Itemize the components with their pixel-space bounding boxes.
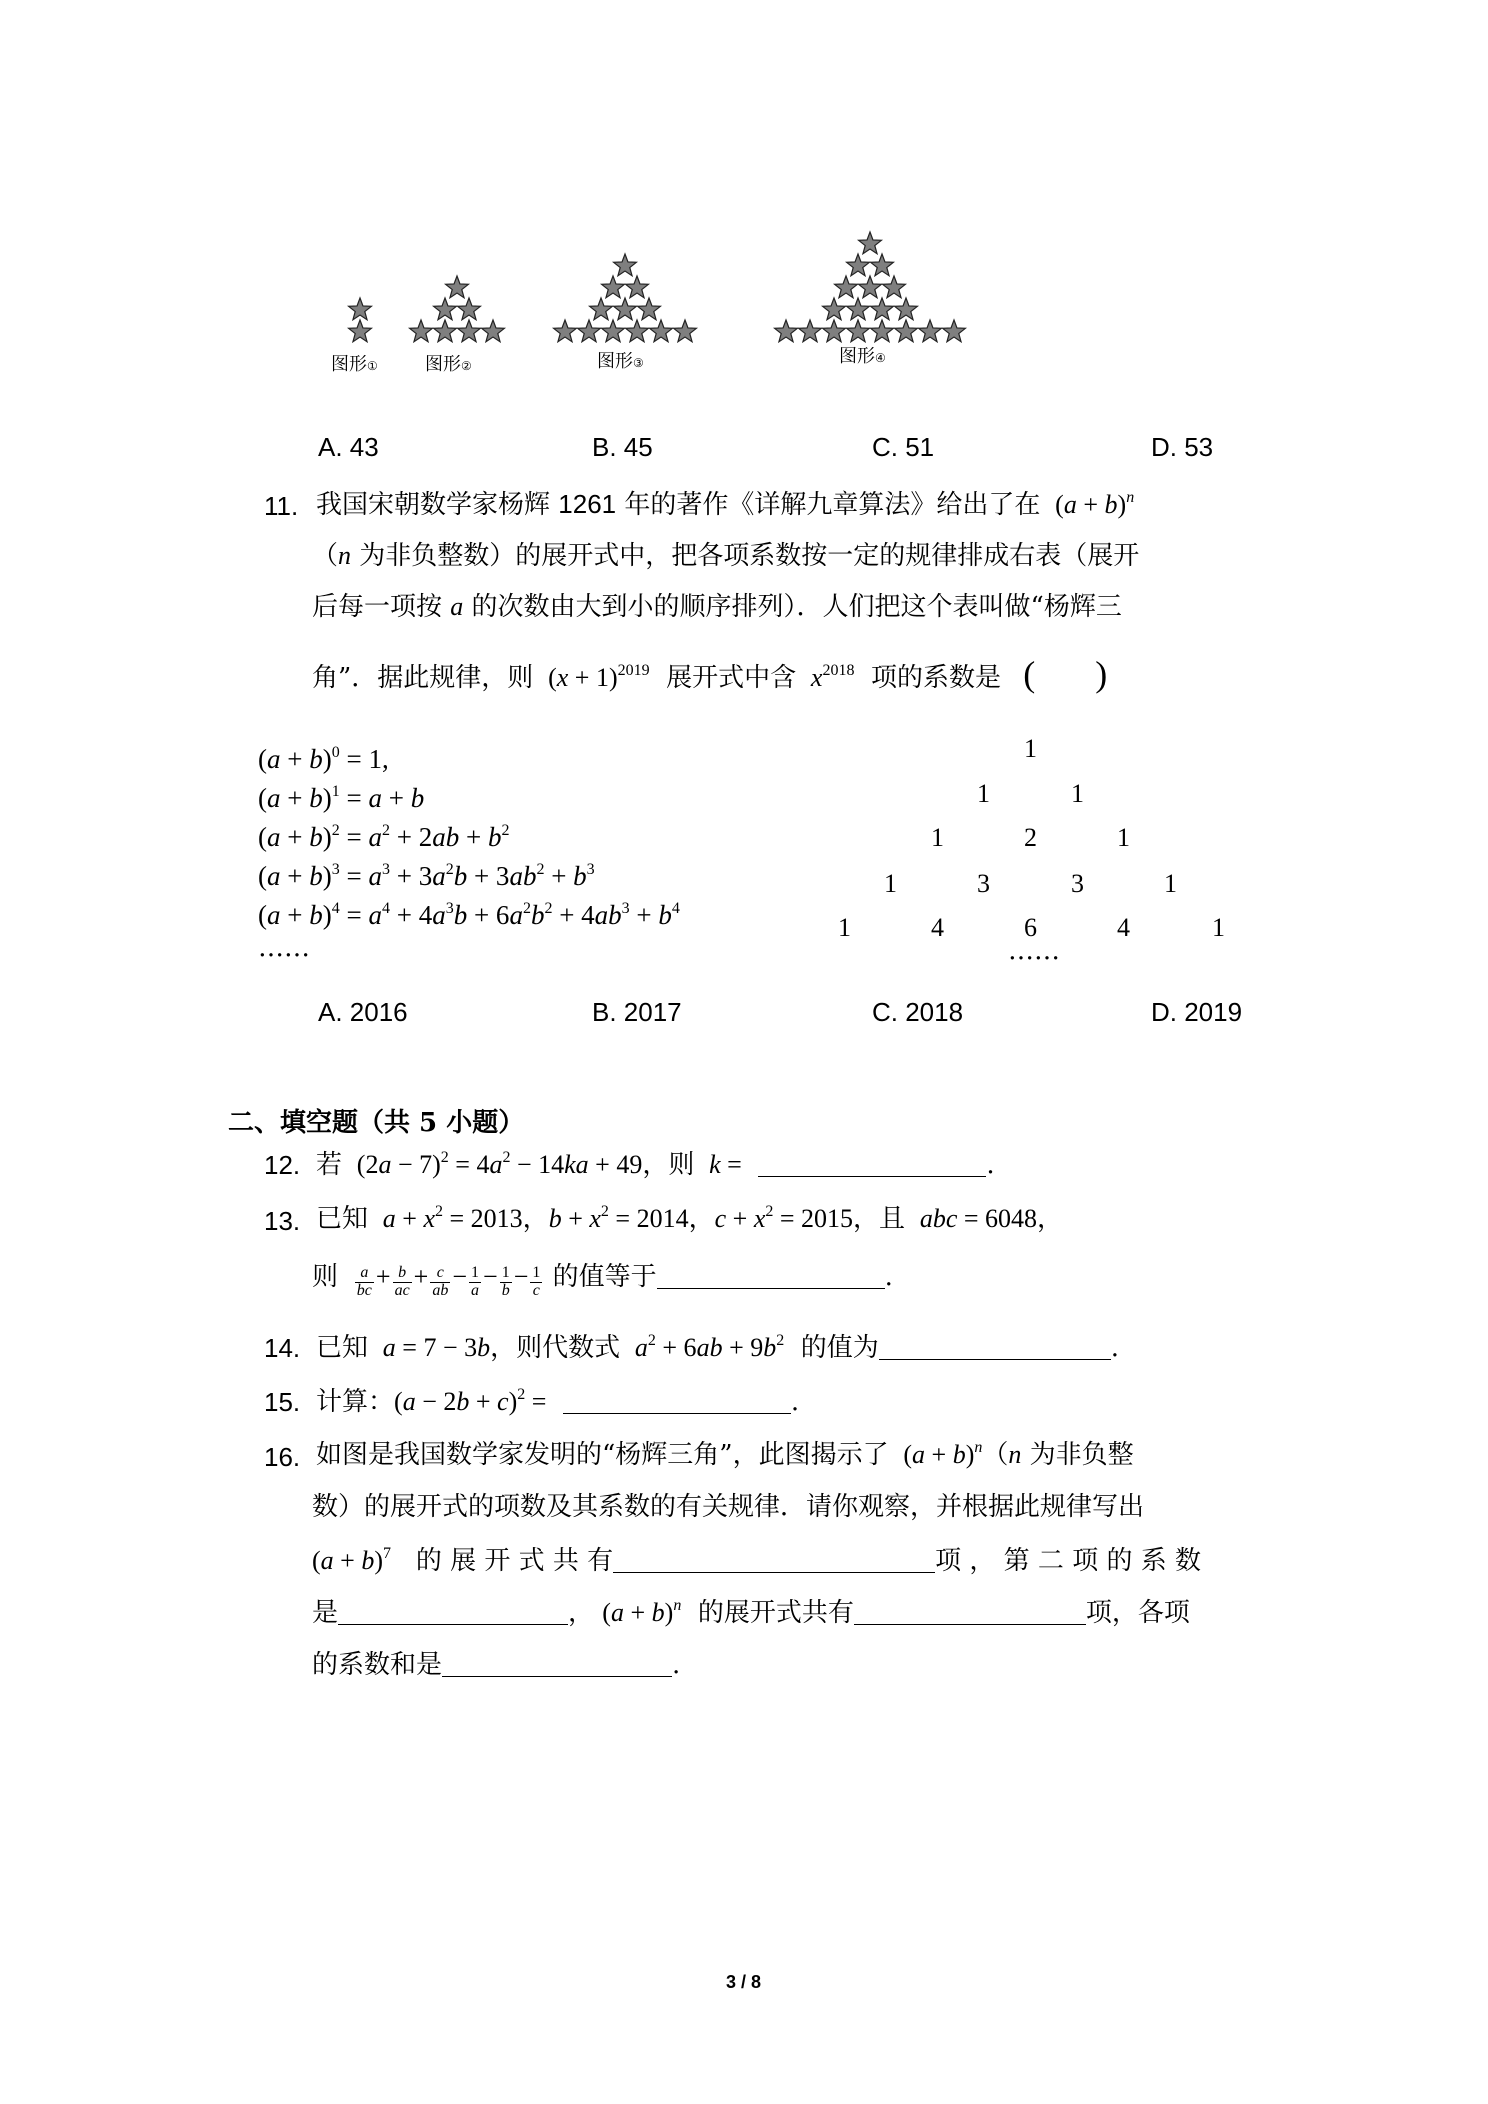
star-icon: [638, 298, 661, 320]
expansion-2: $(a + b)^2 = a^2 + 2ab + b^2$: [258, 822, 510, 852]
star-icon: [895, 320, 918, 342]
figure-label-4: 图形④: [839, 346, 886, 367]
q10-option-a: A. 43: [318, 432, 379, 462]
star-icon: [602, 320, 625, 342]
star-icon: [614, 298, 637, 320]
star-icon: [434, 298, 457, 320]
figure-label-3: 图形③: [597, 351, 644, 372]
star-icon: [650, 320, 673, 342]
q10-option-c: C. 51: [872, 432, 935, 462]
pascal-r3-c0: 1: [884, 869, 897, 898]
q16-answer-blank-2[interactable]: [338, 1598, 568, 1625]
q11-option-a: A. 2016: [318, 997, 408, 1027]
q15-line: 计算：$(a - 2b + c)^2$ = .: [316, 1386, 800, 1417]
star-icon: [626, 276, 649, 298]
pascal-r2-c0: 1: [931, 823, 944, 852]
star-icon: [871, 254, 894, 276]
star-icon: [446, 276, 469, 298]
q11-line-4: 角”．据此规律，则 $(x + 1)^{2019}$ 展开式中含 $x^{2018}$ 项的系数是 ( ): [312, 654, 1108, 694]
pascal-r4-c3: 4: [1117, 913, 1130, 942]
star-icon: [458, 320, 481, 342]
star-icon: [847, 298, 870, 320]
star-icon: [859, 232, 882, 254]
star-figure-3: [540, 236, 710, 346]
pascal-r2-c2: 1: [1117, 823, 1130, 852]
star-icon: [590, 298, 613, 320]
pascal-r3-c1: 3: [977, 869, 990, 898]
star-icon: [799, 320, 822, 342]
star-icon: [919, 320, 942, 342]
star-icon: [847, 320, 870, 342]
q15-answer-blank[interactable]: [563, 1387, 791, 1414]
star-icon: [458, 298, 481, 320]
star-icon: [883, 276, 906, 298]
q12-answer-blank[interactable]: [758, 1150, 986, 1177]
page-number: 3 / 8: [726, 1972, 762, 1992]
expansion-3: $(a + b)^3 = a^3 + 3a^2b + 3ab^2 + b^3$: [258, 861, 595, 891]
q16-line-2: 数）的展开式的项数及其系数的有关规律．请你观察，并根据此规律写出: [312, 1492, 1145, 1522]
star-icon: [871, 298, 894, 320]
star-figure-2: [405, 262, 509, 346]
q16-answer-blank-3[interactable]: [854, 1598, 1086, 1625]
pascal-r1-c1: 1: [1071, 779, 1084, 808]
pascal-r4-c1: 4: [931, 913, 944, 942]
figure-label-1: 图形①: [331, 354, 378, 375]
q16-line-1: 如图是我国数学家发明的“杨辉三角”，此图揭示了 $(a + b)^n(n$ 为非负整: [316, 1439, 1134, 1470]
q16-answer-blank-4[interactable]: [442, 1650, 672, 1677]
expansion-1: $(a + b)^1 = a + b$: [258, 783, 425, 813]
star-figure-4: [750, 210, 990, 346]
q11-line-3: 后每一项按 a 的次数由大到小的顺序排列）．人们把这个表叫做“杨辉三: [312, 592, 1122, 622]
section-heading: 二、填空题（共 5 小题）: [228, 1108, 525, 1138]
q16-line-3: $(a + b)^7$ 的 展 开 式 共 有 项 ， 第 二 项 的 系 数: [312, 1545, 1201, 1576]
q11-option-b: B. 2017: [592, 997, 682, 1027]
q12-number: 12.: [264, 1150, 301, 1180]
q11-option-d: D. 2019: [1151, 997, 1243, 1027]
q13-line-2: 则 $\frac{a}{bc}$ + $\frac{b}{ac}$ + $\frac{c}{ab}$ − $\frac{1}{a}$ − $\frac{1}{b}$ − $\frac{1}{c}$ 的值等于 .: [312, 1262, 893, 1299]
q12-line: 若 $(2a - 7)^2 = 4a^2 - 14ka + 49$，则 k = .: [316, 1149, 995, 1180]
figure-label-2: 图形②: [425, 354, 472, 375]
star-icon: [674, 320, 697, 342]
star-icon: [835, 276, 858, 298]
pascal-r4-c4: 1: [1212, 913, 1225, 942]
star-icon: [871, 320, 894, 342]
q13-line-1: 已知 $a + x^2 = 2013$，$b + x^2 = 2014$，$c + x^2 = 2015$，且 abc = 6048，: [316, 1203, 1064, 1234]
pascal-r0-c0: 1: [1024, 734, 1037, 763]
star-icon: [775, 320, 798, 342]
star-icon: [823, 298, 846, 320]
q11-line-1: 我国宋朝数学家杨辉 1261 年的著作《详解九章算法》给出了在 $(a + b)^n$: [316, 489, 1135, 520]
q13-number: 13.: [264, 1206, 301, 1236]
q11-number: 11.: [264, 491, 299, 521]
star-icon: [602, 276, 625, 298]
q10-option-d: D. 53: [1151, 432, 1214, 462]
star-icon: [434, 320, 457, 342]
star-icon: [614, 254, 637, 276]
star-icon: [554, 320, 577, 342]
q14-answer-blank[interactable]: [879, 1333, 1111, 1360]
star-icon: [349, 320, 372, 342]
star-icon: [410, 320, 433, 342]
star-icon: [859, 276, 882, 298]
star-icon: [943, 320, 966, 342]
star-icon: [847, 254, 870, 276]
expansion-ellipsis: ……: [258, 933, 310, 963]
q13-answer-blank[interactable]: [657, 1262, 885, 1289]
pascal-r2-c1: 2: [1024, 823, 1037, 852]
q16-number: 16.: [264, 1442, 301, 1472]
expansion-4: $(a + b)^4 = a^4 + 4a^3b + 6a^2b^2 + 4ab^3 + b^4$: [258, 900, 680, 930]
q11-line-2: （n 为非负整数）的展开式中，把各项系数按一定的规律排成右表（展开: [312, 541, 1140, 571]
star-icon: [578, 320, 601, 342]
q15-number: 15.: [264, 1387, 301, 1417]
pascal-r3-c2: 3: [1071, 869, 1084, 898]
q14-line: 已知 a = 7 − 3b，则代数式 $a^2 + 6ab + 9b^2$ 的值为 .: [316, 1332, 1120, 1363]
pascal-r3-c3: 1: [1164, 869, 1177, 898]
star-figure-1: [340, 278, 380, 346]
star-icon: [823, 320, 846, 342]
pascal-ellipsis: ……: [1008, 936, 1060, 966]
star-icon: [349, 298, 372, 320]
pascal-r4-c2: 6: [1024, 913, 1037, 942]
q16-line-4: 是 ， $(a + b)^n$ 的展开式共有 项，各项: [312, 1597, 1190, 1628]
expansion-0: $(a + b)^0 = 1$,: [258, 744, 389, 774]
q14-number: 14.: [264, 1333, 301, 1363]
q16-line-5: 的系数和是 .: [312, 1650, 681, 1680]
q10-option-b: B. 45: [592, 432, 653, 462]
pascal-r4-c0: 1: [838, 913, 851, 942]
q11-option-c: C. 2018: [872, 997, 964, 1027]
star-icon: [626, 320, 649, 342]
star-icon: [482, 320, 505, 342]
q16-answer-blank-1[interactable]: [613, 1546, 935, 1573]
pascal-r1-c0: 1: [977, 779, 990, 808]
star-icon: [895, 298, 918, 320]
